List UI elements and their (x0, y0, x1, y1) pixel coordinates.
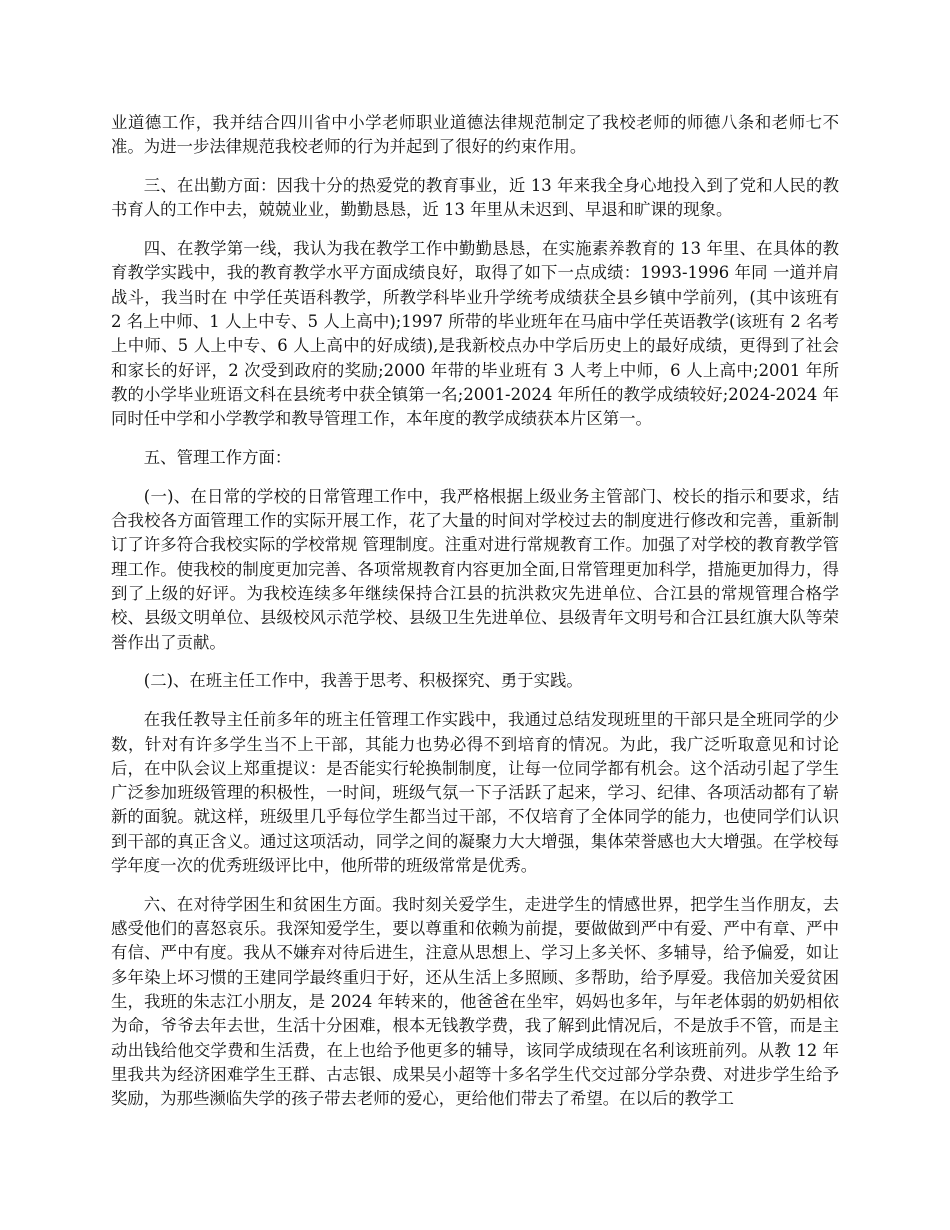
heading-class-teacher: (二)、在班主任工作中，我善于思考、积极探究、勇于实践。 (143, 671, 583, 691)
heading-management: 五、管理工作方面： (143, 448, 292, 468)
paragraph-attendance: 三、在出勤方面：因我十分的热爱党的教育事业，近 13 年来我全身心地投入到了党和人民的教书育人的工作中去，兢兢业业，勤勤恳恳，近 13 年里从未迟到、早退和旷课的现象。 (111, 176, 839, 220)
paragraph-daily-management: (一)、在日常的学校的日常管理工作中，我严格根据上级业务主管部门、校长的指示和要求，结合我校各方面管理工作的实际开展工作，花了大量的时间对学校过去的制度进行修改和完善，重新制订了许多符合我校实际的学校常规 管理制度。注重对进行常规教育工作。加强了对学校的教育教学管理工作。使我校的制度更加完善、各项常规教育内容更加全面,日常管理更加科学，措施更加得力，得到了上级的好评。为我校连续多年继续保持合江县的抗洪救灾先进单位、合江县的常规管理合格学校、县级文明单位、县级校风示范学校、县级卫生先进单位、县级青年文明号和合江县红旗大队等荣誉作出了贡献。 (111, 486, 839, 652)
paragraph-class-teacher-practice: 在我任教导主任前多年的班主任管理工作实践中，我通过总结发现班里的干部只是全班同学的少数，针对有许多学生当不上干部，其能力也势必得不到培育的情况。为此，我广泛听取意见和讨论后，在中队会议上郑重提议：是否能实行轮换制制度，让每一位同学都有机会。这个活动引起了学生广泛参加班级管理的积极性，一时间，班级气氛一下子活跃了起来，学习、纪律、各项活动都有了崭新的面貌。就这样，班级里几乎每位学生都当过干部，不仅培育了全体同学的能力，也使同学们认识到干部的真正含义。通过这项活动，同学之间的凝聚力大大增强，集体荣誉感也大大增强。在学校每学年度一次的优秀班级评比中，他所带的班级常常是优秀。 (111, 710, 839, 876)
paragraph-struggling-students: 六、在对待学困生和贫困生方面。我时刻关爱学生，走进学生的情感世界，把学生当作朋友，去感受他们的喜怒哀乐。我深知爱学生，要以尊重和依赖为前提，要做做到严中有爱、严中有章、严中有信、严中有度。我从不嫌弃对待后进生，注意从思想上、学习上多关怀、多辅导，给予偏爱，如让多年染上坏习惯的王建同学最终重归于好，还从生活上多照顾、多帮助，给予厚爱。我倍加关爱贫困生，我班的朱志江小朋友，是 2024 年转来的，他爸爸在坐牢，妈妈也多年，与年老体弱的奶奶相依为命，爷爷去年去世，生活十分困难，根本无钱教学费，我了解到此情况后，不是放手不管，而是主动出钱给他交学费和生活费，在上也给予他更多的辅导，该同学成绩现在名利该班前列。从教 12 年里我共为经济困难学生王群、古志银、成果吴小超等十多名学生代交过部分学杂费、对进步学生给予奖励，为那些濒临失学的孩子带去老师的爱心，更给他们带去了希望。在以后的教学工 (111, 894, 839, 1109)
paragraph-ethics-continuation: 业道德工作，我并结合四川省中小学老师职业道德法律规范制定了我校老师的师德八条和老师七不准。为进一步法律规范我校老师的行为并起到了很好的约束作用。 (111, 113, 839, 157)
paragraph-teaching-achievements: 四、在教学第一线，我认为我在教学工作中勤勤恳恳，在实施素养教育的 13 年里、在具体的教育教学实践中，我的教育教学水平方面成绩良好，取得了如下一点成绩：1993-1996 年同 一道并肩战斗，我当时在 中学任英语科教学，所教学科毕业升学统考成绩获全县乡镇中学前列，(其中该班有 2 名上中师、1 人上中专、5 人上高中);1997 所带的毕业班年在马庙中学任英语教学(该班有 2 名考上中师、5 人上中专、6 人上高中的好成绩),是我新校点办中学后历史上的最好成绩，更得到了社会和家长的好评，2 次受到政府的奖励;2000 年带的毕业班有 3 人考上中师，6 人上高中;2001 年所教的小学毕业班语文科在县统考中获全镇第一名;2001-2024 年所任的教学成绩较好;2024-2024 年同时任中学和小学教学和教导管理工作，本年度的教学成绩获本片区第一。 (111, 239, 839, 429)
